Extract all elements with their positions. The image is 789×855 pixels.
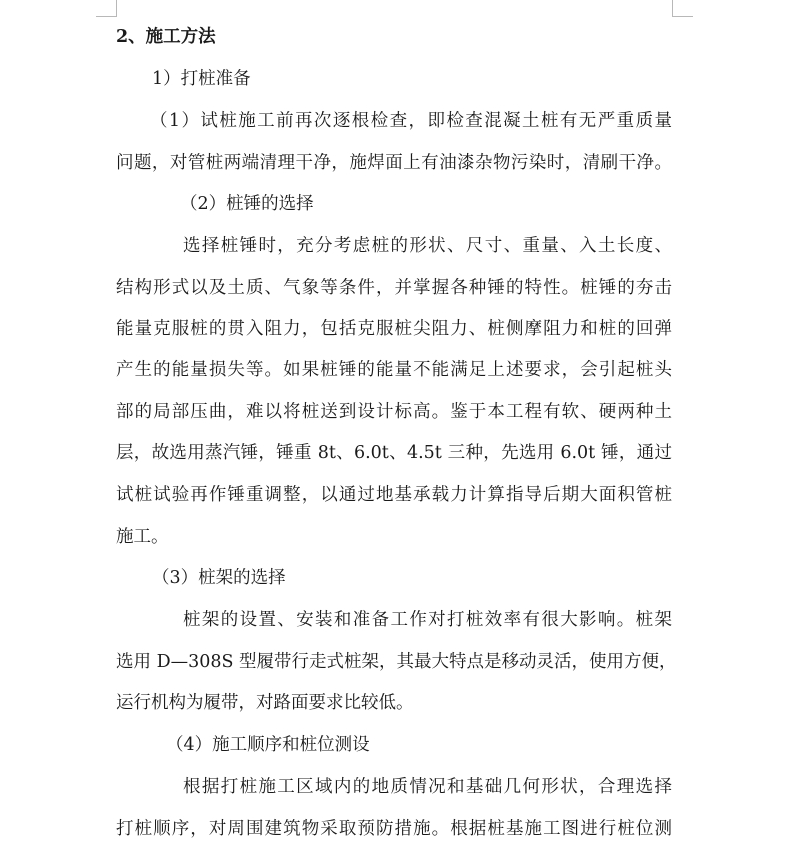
paragraph-line: （1）试桩施工前再次逐根检查，即检查混凝土桩有无严重质量 [150, 111, 672, 131]
subheading-hammer-selection: （2）桩锤的选择 [180, 194, 314, 214]
subheading-construction-sequence: （4）施工顺序和桩位测设 [166, 735, 370, 755]
paragraph-line: 运行机构为履带，对路面要求比较低。 [116, 693, 414, 713]
section-heading: 2、施工方法 [116, 27, 216, 47]
paragraph-line: 产生的能量损失等。如果桩锤的能量不能满足上述要求，会引起桩头 [116, 360, 672, 380]
subheading-pile-preparation: 1）打桩准备 [152, 69, 251, 89]
paragraph-line: 选择桩锤时，充分考虑桩的形状、尺寸、重量、入土长度、 [183, 236, 672, 256]
page-corner-mark-left [96, 0, 117, 17]
paragraph-line: 部的局部压曲，难以将桩送到设计标高。鉴于本工程有软、硬两种土 [116, 402, 672, 422]
subheading-pile-frame-selection: （3）桩架的选择 [152, 568, 286, 588]
paragraph-line: 桩架的设置、安装和准备工作对打桩效率有很大影响。桩架 [183, 610, 672, 630]
page-corner-mark-right [672, 0, 693, 17]
paragraph-line: 结构形式以及土质、气象等条件，并掌握各种锤的特性。桩锤的夯击 [116, 278, 672, 298]
paragraph-line: 试桩试验再作锤重调整，以通过地基承载力计算指导后期大面积管桩 [116, 485, 672, 505]
paragraph-line: 层，故选用蒸汽锤，锤重 8t、6.0t、4.5t 三种，先选用 6.0t 锤，通过 [116, 443, 672, 463]
paragraph-line: 打桩顺序，对周围建筑物采取预防措施。根据桩基施工图进行桩位测 [116, 819, 672, 839]
paragraph-line: 能量克服桩的贯入阻力，包括克服桩尖阻力、桩侧摩阻力和桩的回弹 [116, 319, 672, 339]
paragraph-line: 施工。 [116, 527, 169, 547]
paragraph-line: 选用 D—308S 型履带行走式桩架，其最大特点是移动灵活，使用方便， [116, 652, 677, 672]
paragraph-line: 问题，对管桩两端清理干净，施焊面上有油漆杂物污染时，清刷干净。 [116, 153, 672, 173]
paragraph-line: 根据打桩施工区域内的地质情况和基础几何形状，合理选择 [183, 777, 672, 797]
